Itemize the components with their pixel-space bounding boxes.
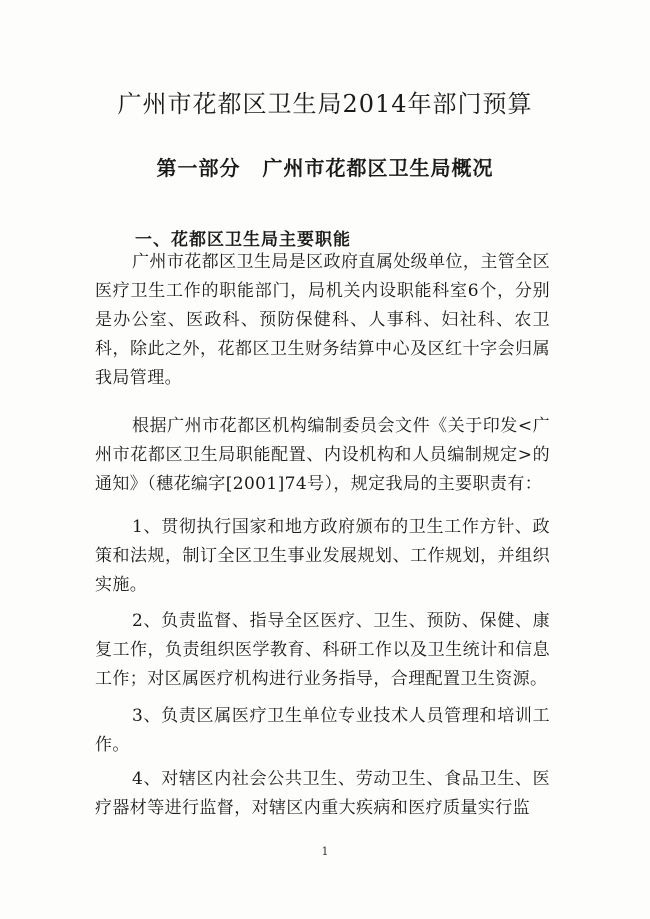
paragraph-duty-3: 3、负责区属医疗卫生单位专业技术人员管理和培训工作。 <box>95 706 550 755</box>
document-title: 广州市花都区卫生局2014年部门预算 <box>117 90 533 118</box>
paragraph-duty-1: 1、贯彻执行国家和地方政府颁布的卫生工作方针、政策和法规，制订全区卫生事业发展规划、工作规划，并组织实施。 <box>95 517 550 595</box>
section-heading: 一、花都区卫生局主要职能 <box>135 230 351 250</box>
paragraph-duty-4: 4、对辖区内社会公共卫生、劳动卫生、食品卫生、医疗器材等进行监督，对辖区内重大疾病和医疗质量实行监 <box>95 769 550 818</box>
part-title: 广州市花都区卫生局概况 <box>262 156 494 180</box>
paragraph-basis: 根据广州市花都区机构编制委员会文件《关于印发<广州市花都区卫生局职能配置、内设机构和人员编制规定>的通知》（穗花编字[2001]74号），规定我局的主要职责有： <box>95 416 550 494</box>
page-number: 1 <box>321 845 329 858</box>
paragraph-intro: 广州市花都区卫生局是区政府直属处级单位，主管全区医疗卫生工作的职能部门，局机关内设职能科室6个，分别是办公室、医政科、预防保健科、人事科、妇社科、农卫科，除此之外，花都区卫生财务结算中心及区红十字会归属我局管理。 <box>95 252 550 388</box>
part-heading <box>0 152 650 181</box>
paragraph-duty-2: 2、负责监督、指导全区医疗、卫生、预防、保健、康复工作，负责组织医学教育、科研工作以及卫生统计和信息工作；对区属医疗机构进行业务指导，合理配置卫生资源。 <box>95 611 550 689</box>
part-label: 第一部分 <box>156 156 241 180</box>
